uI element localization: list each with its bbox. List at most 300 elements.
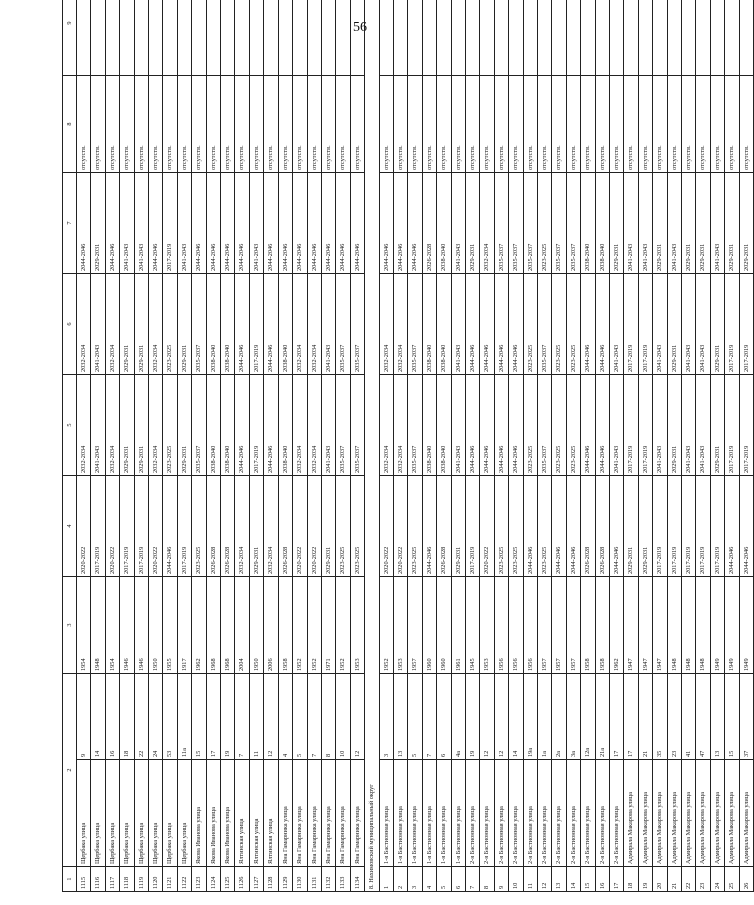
data-table <box>62 0 754 892</box>
table-cell: 2026-2028 <box>206 476 220 577</box>
table-cell <box>494 674 508 867</box>
table-row <box>653 0 667 892</box>
table-cell: 2017-2019 <box>624 375 638 476</box>
table-cell: 2041-2043 <box>134 173 148 274</box>
table-cell <box>451 674 465 867</box>
table-cell: 1948 <box>682 577 696 674</box>
table-cell: 2029-2031 <box>667 375 681 476</box>
table-cell: 2041-2043 <box>321 274 335 375</box>
street-name: 1-я Бастионная улица <box>411 806 419 864</box>
table-cell: 2044-2046 <box>149 173 163 274</box>
table-row <box>725 0 739 892</box>
table-cell <box>105 0 119 76</box>
table-cell: 2023-2025 <box>336 476 350 577</box>
house-number: 17 <box>610 751 623 760</box>
header-cell: 3 <box>63 577 77 674</box>
table-cell: 2038-2040 <box>595 173 609 274</box>
table-cell: 1134 <box>350 867 364 892</box>
table-cell: 2044-2046 <box>523 476 537 577</box>
table-cell: отсутств. <box>221 76 235 173</box>
table-cell: 2041-2043 <box>249 173 263 274</box>
table-cell: отсутств. <box>653 76 667 173</box>
table-cell: 2017-2019 <box>163 173 177 274</box>
table-cell: 2029-2031 <box>682 173 696 274</box>
table-cell: 25 <box>725 867 739 892</box>
street-name: Адмирала Макарова улица <box>742 792 750 864</box>
table-cell <box>710 0 724 76</box>
table-cell: отсутств. <box>379 76 393 173</box>
table-cell: 1124 <box>206 867 220 892</box>
table-row <box>336 0 350 892</box>
table-cell: 2041-2043 <box>91 274 105 375</box>
table-cell: 2044-2046 <box>480 375 494 476</box>
table-row <box>638 0 652 892</box>
house-number: 18 <box>120 751 133 760</box>
table-cell: 2020-2022 <box>293 476 307 577</box>
table-cell: 2038-2040 <box>221 274 235 375</box>
street-name: 1-я Бастионная улица <box>382 806 390 864</box>
table-row <box>120 0 134 892</box>
table-row <box>523 0 537 892</box>
table-cell: 2035-2037 <box>192 375 206 476</box>
table-cell: 2029-2031 <box>610 173 624 274</box>
street-name: 2-я Бастионная улица <box>613 806 621 864</box>
table-cell: 21 <box>667 867 681 892</box>
house-number: 9 <box>77 754 90 760</box>
table-cell <box>408 0 422 76</box>
table-cell: 1 <box>379 867 393 892</box>
table-cell: 2041-2043 <box>610 375 624 476</box>
house-number: 37 <box>740 751 753 760</box>
table-cell: отсутств. <box>538 76 552 173</box>
table-cell <box>379 0 393 76</box>
street-name: Адмирала Макарова улица <box>670 792 678 864</box>
table-row <box>192 0 206 892</box>
house-number: 21а <box>596 748 609 760</box>
house-number: 3а <box>567 751 580 760</box>
table-cell: 2017-2019 <box>696 476 710 577</box>
table-cell: 2044-2046 <box>379 173 393 274</box>
table-cell: отсутств. <box>725 76 739 173</box>
street-name: 2-я Бастионная улица <box>541 806 548 864</box>
street-name: 2-я Бастионная улица <box>526 806 534 864</box>
table-cell: 2020-2022 <box>379 476 393 577</box>
street-name: 2-я Бастионная улица <box>512 806 520 864</box>
street-name: Якова Иванова улица <box>224 807 232 864</box>
table-cell: 1127 <box>249 867 263 892</box>
table-cell: 2029-2031 <box>710 274 724 375</box>
table-cell <box>149 0 163 76</box>
table-cell <box>566 0 580 76</box>
table-cell: 14 <box>566 867 580 892</box>
table-row <box>350 0 364 892</box>
table-row <box>595 0 609 892</box>
table-cell: 2044-2046 <box>581 274 595 375</box>
table-cell <box>696 0 710 76</box>
street-name: Ялтинская улица <box>238 818 246 864</box>
table-cell: 2017-2019 <box>682 476 696 577</box>
table-cell <box>437 674 451 867</box>
table-cell: 2044-2046 <box>465 375 479 476</box>
table-cell: 26 <box>739 867 753 892</box>
table-cell: 2044-2046 <box>206 173 220 274</box>
table-cell: 2044-2046 <box>595 375 609 476</box>
table-cell: 1130 <box>293 867 307 892</box>
table-cell <box>480 0 494 76</box>
table-cell: 2044-2046 <box>105 173 119 274</box>
table-cell: 2041-2043 <box>624 173 638 274</box>
table-cell: 2029-2031 <box>653 173 667 274</box>
table-cell <box>249 0 263 76</box>
table-cell <box>177 0 191 76</box>
table-cell <box>321 674 335 867</box>
table-cell: отсутств. <box>509 76 523 173</box>
table-row <box>494 0 508 892</box>
table-container <box>62 12 750 892</box>
table-cell: 2035-2037 <box>192 274 206 375</box>
table-cell: 2032-2034 <box>149 274 163 375</box>
table-cell: 2035-2037 <box>408 274 422 375</box>
table-cell: отсутств. <box>91 76 105 173</box>
header-cell: 1 <box>63 867 77 892</box>
table-cell: 2035-2037 <box>408 375 422 476</box>
table-cell: 2023-2025 <box>523 274 537 375</box>
house-number: 16 <box>106 751 119 760</box>
house-number: 12 <box>480 751 493 760</box>
table-cell <box>509 674 523 867</box>
house-number: 7 <box>308 754 321 760</box>
section-row <box>365 0 379 892</box>
table-cell: 2032-2034 <box>393 274 407 375</box>
table-cell <box>624 0 638 76</box>
table-cell: 12 <box>538 867 552 892</box>
table-cell: 2044-2046 <box>264 173 278 274</box>
street-name: Щербака улица <box>123 822 131 864</box>
table-cell: 1953 <box>393 577 407 674</box>
table-cell: 2020-2022 <box>77 476 91 577</box>
street-name: 2-я Бастионная улица <box>483 806 491 864</box>
table-cell <box>451 0 465 76</box>
table-cell: 2032-2034 <box>77 274 91 375</box>
table-cell: 2017-2019 <box>624 274 638 375</box>
table-cell: 2026-2028 <box>278 476 292 577</box>
table-cell: 1950 <box>149 577 163 674</box>
street-name: Щербака улица <box>80 822 87 864</box>
table-cell: 2029-2031 <box>638 476 652 577</box>
table-cell: 1956 <box>494 577 508 674</box>
table-cell: 2020-2022 <box>105 476 119 577</box>
table-cell: 1949 <box>710 577 724 674</box>
table-cell <box>422 674 436 867</box>
table-cell: 1952 <box>293 577 307 674</box>
table-cell: 1968 <box>206 577 220 674</box>
table-cell: 2020-2022 <box>307 476 321 577</box>
table-cell: 2035-2037 <box>350 274 364 375</box>
table-cell <box>91 674 105 867</box>
street-name: Ялтинская улица <box>267 818 275 864</box>
table-cell: 2035-2037 <box>552 173 566 274</box>
table-cell: 2044-2046 <box>336 173 350 274</box>
table-cell: 2044-2046 <box>581 375 595 476</box>
table-cell: 2041-2043 <box>653 375 667 476</box>
table-cell: 1957 <box>552 577 566 674</box>
table-row <box>480 0 494 892</box>
table-body <box>63 0 754 892</box>
house-number: 14 <box>509 751 522 760</box>
table-cell: 1947 <box>638 577 652 674</box>
table-cell: 2044-2046 <box>350 173 364 274</box>
table-cell <box>638 0 652 76</box>
table-cell: отсутств. <box>105 76 119 173</box>
table-cell: 2044-2046 <box>595 274 609 375</box>
header-cell: 8 <box>63 76 77 173</box>
table-cell <box>667 0 681 76</box>
table-cell: 2023-2025 <box>509 476 523 577</box>
street-name: 2-я Бастионная улица <box>497 806 505 864</box>
house-number: 19 <box>466 751 479 760</box>
table-cell: 1971 <box>321 577 335 674</box>
table-cell: отсутств. <box>595 76 609 173</box>
page-number: 56 <box>353 20 367 35</box>
table-cell: 2044-2046 <box>393 173 407 274</box>
table-cell: 2029-2031 <box>451 476 465 577</box>
table-cell: отсутств. <box>624 76 638 173</box>
table-cell <box>307 674 321 867</box>
table-row <box>177 0 191 892</box>
table-row <box>437 0 451 892</box>
table-cell: 2044-2046 <box>264 375 278 476</box>
table-cell: 1952 <box>336 577 350 674</box>
table-cell: 2023-2025 <box>552 274 566 375</box>
table-cell: 1956 <box>509 577 523 674</box>
table-cell <box>163 674 177 867</box>
table-cell: отсутств. <box>696 76 710 173</box>
table-cell: 2026-2028 <box>595 476 609 577</box>
header-cell: 4 <box>63 476 77 577</box>
street-name: Адмирала Макарова улица <box>627 792 635 864</box>
table-cell: 2035-2037 <box>523 173 537 274</box>
table-cell: 2023-2025 <box>523 375 537 476</box>
table-cell: 2041-2043 <box>610 274 624 375</box>
table-cell: 2026-2028 <box>221 476 235 577</box>
table-cell: 2044-2046 <box>163 476 177 577</box>
table-cell: 2023-2025 <box>566 375 580 476</box>
table-cell: отсутств. <box>336 76 350 173</box>
table-cell: 1958 <box>581 577 595 674</box>
house-number: 6 <box>437 754 450 760</box>
table-cell: 2017-2019 <box>638 375 652 476</box>
table-cell: 1125 <box>221 867 235 892</box>
table-cell <box>105 674 119 867</box>
table-cell: 2044-2046 <box>739 476 753 577</box>
table-cell: 2017-2019 <box>739 274 753 375</box>
table-cell: 2029-2031 <box>134 375 148 476</box>
house-number: 5 <box>293 754 306 760</box>
table-cell: отсутств. <box>408 76 422 173</box>
table-cell: 2038-2040 <box>581 173 595 274</box>
table-cell: 2041-2043 <box>120 173 134 274</box>
street-name: Якова Иванова улица <box>195 807 203 864</box>
street-name: Адмирала Макарова улица <box>656 792 664 864</box>
table-cell: отсутств. <box>278 76 292 173</box>
table-cell: 1132 <box>321 867 335 892</box>
house-number: 53 <box>163 751 176 760</box>
table-cell: 6 <box>451 867 465 892</box>
table-cell: 1946 <box>120 577 134 674</box>
table-cell: 2044-2046 <box>235 173 249 274</box>
table-cell <box>293 674 307 867</box>
street-name: Щербака улица <box>152 822 160 864</box>
table-cell <box>264 674 278 867</box>
table-header-row <box>63 0 77 892</box>
house-number: 1а <box>538 751 551 760</box>
street-name: Яна Гамарника улица <box>296 806 304 864</box>
street-name: Адмирала Макарова улица <box>641 792 649 864</box>
street-name: 2-я Бастионная улица <box>598 806 606 864</box>
street-name: 1-я Бастионная улица <box>425 806 433 864</box>
table-row <box>739 0 753 892</box>
house-number: 8 <box>322 754 335 760</box>
table-cell: отсутств. <box>235 76 249 173</box>
table-cell: отсутств. <box>192 76 206 173</box>
table-cell <box>91 0 105 76</box>
table-cell: 2032-2034 <box>293 274 307 375</box>
table-cell: отсутств. <box>350 76 364 173</box>
table-cell: 2004 <box>235 577 249 674</box>
table-cell <box>653 0 667 76</box>
table-cell: 1949 <box>725 577 739 674</box>
table-cell: 2044-2046 <box>422 476 436 577</box>
table-cell: 2029-2031 <box>624 476 638 577</box>
house-number: 19 <box>221 751 234 760</box>
street-name: 2-я Бастионная улица <box>569 806 577 864</box>
table-cell: 1133 <box>336 867 350 892</box>
house-number: 41 <box>682 751 695 760</box>
table-cell <box>638 674 652 867</box>
house-number: 7 <box>423 754 436 760</box>
table-cell: 1949 <box>739 577 753 674</box>
street-name: Щербака улица <box>108 822 116 864</box>
table-cell <box>710 674 724 867</box>
table-cell: 2017-2019 <box>120 476 134 577</box>
table-cell: 2035-2037 <box>538 375 552 476</box>
table-cell: 8 <box>480 867 494 892</box>
table-cell: 3 <box>408 867 422 892</box>
header-cell: 9 <box>63 0 77 76</box>
table-cell: 2044-2046 <box>235 375 249 476</box>
table-row <box>264 0 278 892</box>
table-cell: отсутств. <box>149 76 163 173</box>
street-name: 2-я Бастионная улица <box>468 806 476 864</box>
table-cell: 2020-2022 <box>149 476 163 577</box>
street-name: Адмирала Макарова улица <box>728 792 736 864</box>
table-cell <box>696 674 710 867</box>
table-cell: 2017-2019 <box>91 476 105 577</box>
table-cell: 2041-2043 <box>710 173 724 274</box>
table-row <box>379 0 393 892</box>
table-cell: 1957 <box>538 577 552 674</box>
table-cell: 1948 <box>91 577 105 674</box>
table-cell: 2041-2043 <box>177 173 191 274</box>
table-cell: 17 <box>610 867 624 892</box>
street-name: Ялтинская улица <box>252 818 260 864</box>
table-cell: 2023-2025 <box>350 476 364 577</box>
table-cell: отсутств. <box>610 76 624 173</box>
table-cell: 2032-2034 <box>307 375 321 476</box>
table-cell <box>379 674 393 867</box>
table-cell: 9 <box>494 867 508 892</box>
table-cell: 2029-2031 <box>177 274 191 375</box>
table-cell: 1126 <box>235 867 249 892</box>
table-cell: 1129 <box>278 867 292 892</box>
table-cell: 2035-2037 <box>336 375 350 476</box>
table-cell <box>422 0 436 76</box>
table-cell: 2032-2034 <box>105 375 119 476</box>
table-cell: 2017-2019 <box>653 476 667 577</box>
house-number: 12а <box>581 748 594 760</box>
table-cell <box>667 674 681 867</box>
table-cell: 2017-2019 <box>249 375 263 476</box>
table-cell: 4 <box>422 867 436 892</box>
table-cell: 2029-2031 <box>667 274 681 375</box>
table-cell: 1962 <box>610 577 624 674</box>
table-cell <box>552 0 566 76</box>
table-cell: 2032-2034 <box>293 375 307 476</box>
table-cell: 2035-2037 <box>350 375 364 476</box>
table-cell: 2032-2034 <box>77 375 91 476</box>
table-cell <box>206 674 220 867</box>
table-cell: 2044-2046 <box>552 476 566 577</box>
house-number: 10 <box>336 751 349 760</box>
table-cell: отсутств. <box>163 76 177 173</box>
table-cell: 2026-2028 <box>422 173 436 274</box>
table-cell: 2032-2034 <box>379 375 393 476</box>
street-name: 2-я Бастионная улица <box>584 806 592 864</box>
table-cell: 1123 <box>192 867 206 892</box>
table-cell: 2035-2037 <box>566 173 580 274</box>
table-row <box>307 0 321 892</box>
table-cell: 2044-2046 <box>221 173 235 274</box>
table-cell: 2032-2034 <box>307 274 321 375</box>
table-cell: 1960 <box>437 577 451 674</box>
table-cell: 2038-2040 <box>437 173 451 274</box>
table-cell: 2044-2046 <box>494 274 508 375</box>
table-cell: отсутств. <box>264 76 278 173</box>
table-cell: 1946 <box>134 577 148 674</box>
table-cell: 2041-2043 <box>321 375 335 476</box>
table-cell <box>682 674 696 867</box>
table-cell: 2035-2037 <box>336 274 350 375</box>
table-cell: 2017-2019 <box>249 274 263 375</box>
table-cell: 2044-2046 <box>408 173 422 274</box>
table-cell <box>494 0 508 76</box>
table-cell: 2017-2019 <box>638 274 652 375</box>
table-cell: 2032-2034 <box>393 375 407 476</box>
table-cell: 1961 <box>451 577 465 674</box>
table-cell: 2038-2040 <box>278 274 292 375</box>
table-cell: 24 <box>710 867 724 892</box>
table-cell: 2038-2040 <box>278 375 292 476</box>
table-cell <box>581 0 595 76</box>
table-cell: 23 <box>696 867 710 892</box>
table-cell: 1120 <box>149 867 163 892</box>
table-cell <box>725 0 739 76</box>
house-number: 13 <box>711 751 724 760</box>
table-cell: 1116 <box>91 867 105 892</box>
street-name: Яна Гамарника улица <box>353 806 361 864</box>
table-cell: 2038-2040 <box>206 375 220 476</box>
table-cell: 2038-2040 <box>437 375 451 476</box>
